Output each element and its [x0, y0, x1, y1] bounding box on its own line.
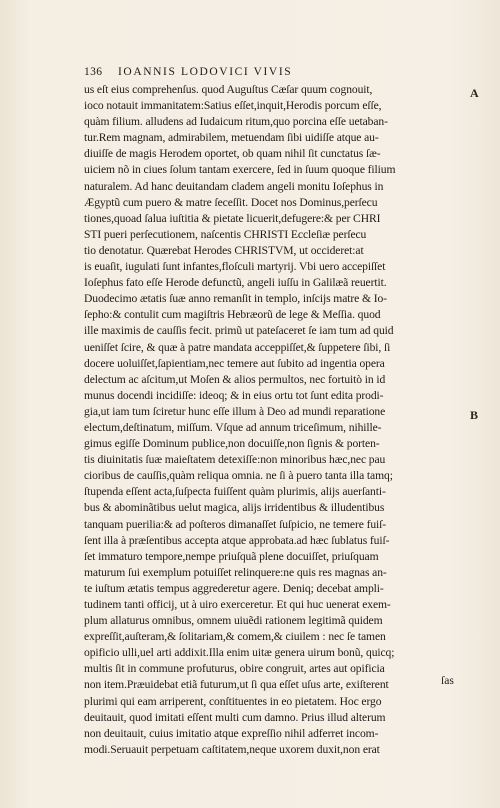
- running-head: IOANNIS LODOVICI VIVIS: [118, 66, 293, 78]
- text-line: tiones,quoad ſalua iuſtitia & pietate licuerit,defugere:& per CHRI: [84, 211, 381, 225]
- text-line: uiciem nõ in ciues ſolum tantam exercere, ſed in ſuum quoque filium: [84, 163, 396, 177]
- text-line: docere uoluiſſet,ſapientiam,nec temere aut ſubito ad ingentia opera: [84, 356, 385, 370]
- text-line: multis ſit in commune profuturus, obire congruit, artes aut opificia: [84, 662, 385, 676]
- text-line: tur.Rem magnam, admirabilem, metuendam ſibi uidiſſe atque au-: [84, 131, 379, 145]
- text-line: ioco notauit immanitatem:Satius eſſet,inquit,Herodis porcum eſſe,: [84, 99, 382, 113]
- text-line: tudinem tanti officij, ut à uiro exerceretur. Et qui huc uenerat exem-: [84, 598, 391, 611]
- text-line: plurimi qui eam arriperent, conſtituentes in eo pietatem. Hoc ergo: [84, 694, 382, 708]
- text-line: ſent illa à præſentibus accepta atque approbata.ad hæc ſublatus fuiſ-: [84, 533, 390, 547]
- text-line: is euaſit, iugulati ſunt infantes,floſculi martyrij. Vbi uero accepiſſet: [84, 260, 386, 274]
- text-line: tio denotatur. Quærebat Herodes CHRISTVM, ut occideret:at: [84, 243, 364, 257]
- text-line: naturalem. Ad hanc deuitandam cladem angeli monitu Ioſephus in: [84, 179, 384, 193]
- text-line: non item.Præuidebat etiã futurum,ut ſi qua eſſet uſus arte, exiſterent: [84, 678, 389, 692]
- text-line: ſtupenda eſſent acta,ſuſpecta fuiſſent quàm plurimis, alijs auerſanti-: [84, 485, 386, 499]
- text-line: munus docendi incidiſſe: ideoq; & in eius ortu tot ſunt edita prodi-: [84, 388, 384, 402]
- text-line: gia,ut iam tum ſciretur hunc eſſe illum à Deo ad mundi reparatione: [84, 404, 386, 418]
- page-header: [84, 66, 464, 82]
- text-line: Duodecimo ætatis ſuæ anno remanſit in templo, inſcijs matre & Io-: [84, 292, 387, 306]
- text-line: ille maximis de cauſſis fecit. primũ ut pateſaceret ſe iam tum ad quid: [84, 324, 394, 338]
- text-line: ſet immaturo tempore,nempe priuſquã plene docuiſſet, priuſquam: [84, 549, 379, 563]
- text-line: cioribus de cauſſis,quàm reliqua omnia. ne ſi à puero tanta illa tamq;: [84, 469, 393, 483]
- marginal-note-a: A: [470, 86, 479, 100]
- body-text: [84, 82, 468, 758]
- text-line: non deuitauit, cuius imitatio atque expreſſio nihil adferret incom-: [84, 726, 379, 740]
- text-line: deuitauit, quod imitati eſſent multi cum damno. Prius illud alterum: [84, 710, 386, 724]
- text-line: electum,deſtinatum, miſſum. Vſque ad annum triceſimum, nihille-: [84, 420, 382, 434]
- text-line: quàm filium. alludens ad Iudaicum ritum,quo porcina eſſe uetaban-: [84, 115, 388, 129]
- text-line: plum allaturus omnibus, omnem uiuẽdi rationem legitimã quidem: [84, 614, 383, 628]
- page-number: 136: [84, 66, 103, 78]
- text-line: opificio ulli,uel arti addixit.Illa enim uitæ genera uirum bonũ, quicq;: [84, 646, 395, 660]
- marginal-note-b: B: [470, 408, 479, 422]
- text-line: maturum ſui exemplum potuiſſet relinquere:ne quis res magnas an-: [84, 565, 387, 579]
- text-line: expreſſit,auſteram,& ſolitariam,& comem,& ciuilem : nec ſe tamen: [84, 630, 386, 644]
- text-line: tanquam puerilia:& ad poſteros dimanaſſet ſuſpicio, ne temere fuiſ-: [84, 517, 387, 531]
- text-line: ueniſſet ſcire, & quæ à patre mandata acceppiſſet,& ſuppetere ſibi, ſi: [84, 340, 391, 354]
- text-line: us eſt eius comprehenſus. quod Auguſtus Cæſar quum cognouit,: [84, 83, 373, 96]
- text-line: te iuſtum ætatis tempus aggrederetur agere. Deniq; decebat ampli-: [84, 581, 384, 595]
- text-line: STI pueri perſecutionem, naſcentis CHRISTI Eccleſiæ perſecu: [84, 227, 367, 241]
- text-line: modi.Seruauit perpetuam caſtitatem,neque uxorem duxit,non erat: [84, 742, 380, 756]
- text-line: Ioſephus fato eſſe Herode defunctũ, angeli iuſſu in Galilæã reuertit.: [84, 276, 387, 290]
- text-line: delectum ac aſcitum,ut Moſen & alios permultos, nec fortuitò in id: [84, 372, 386, 386]
- text-line: gimus egiſſe Dominum publice,non docuiſſe,non ſignis & porten-: [84, 437, 380, 451]
- catchword: ſas: [441, 674, 454, 687]
- text-line: Ægyptũ cum puero & matre ſeceſſit. Docet nos Dominus,perſecu: [84, 195, 378, 209]
- text-line: ſepho:& contulit cum magiſtris Hebræorũ de lege & Meſſia. quod: [84, 308, 381, 322]
- text-line: tis diuinitatis ſuæ maieſtatem detexiſſe:non minoribus hæc,nec pau: [84, 453, 386, 467]
- text-line: bus & abominãtibus uelut magica, alijs irridentibus & illudentibus: [84, 501, 385, 515]
- text-line: diuiſſe de magis Herodem oportet, ob quam nihil ſit cunctatus ſæ-: [84, 147, 381, 161]
